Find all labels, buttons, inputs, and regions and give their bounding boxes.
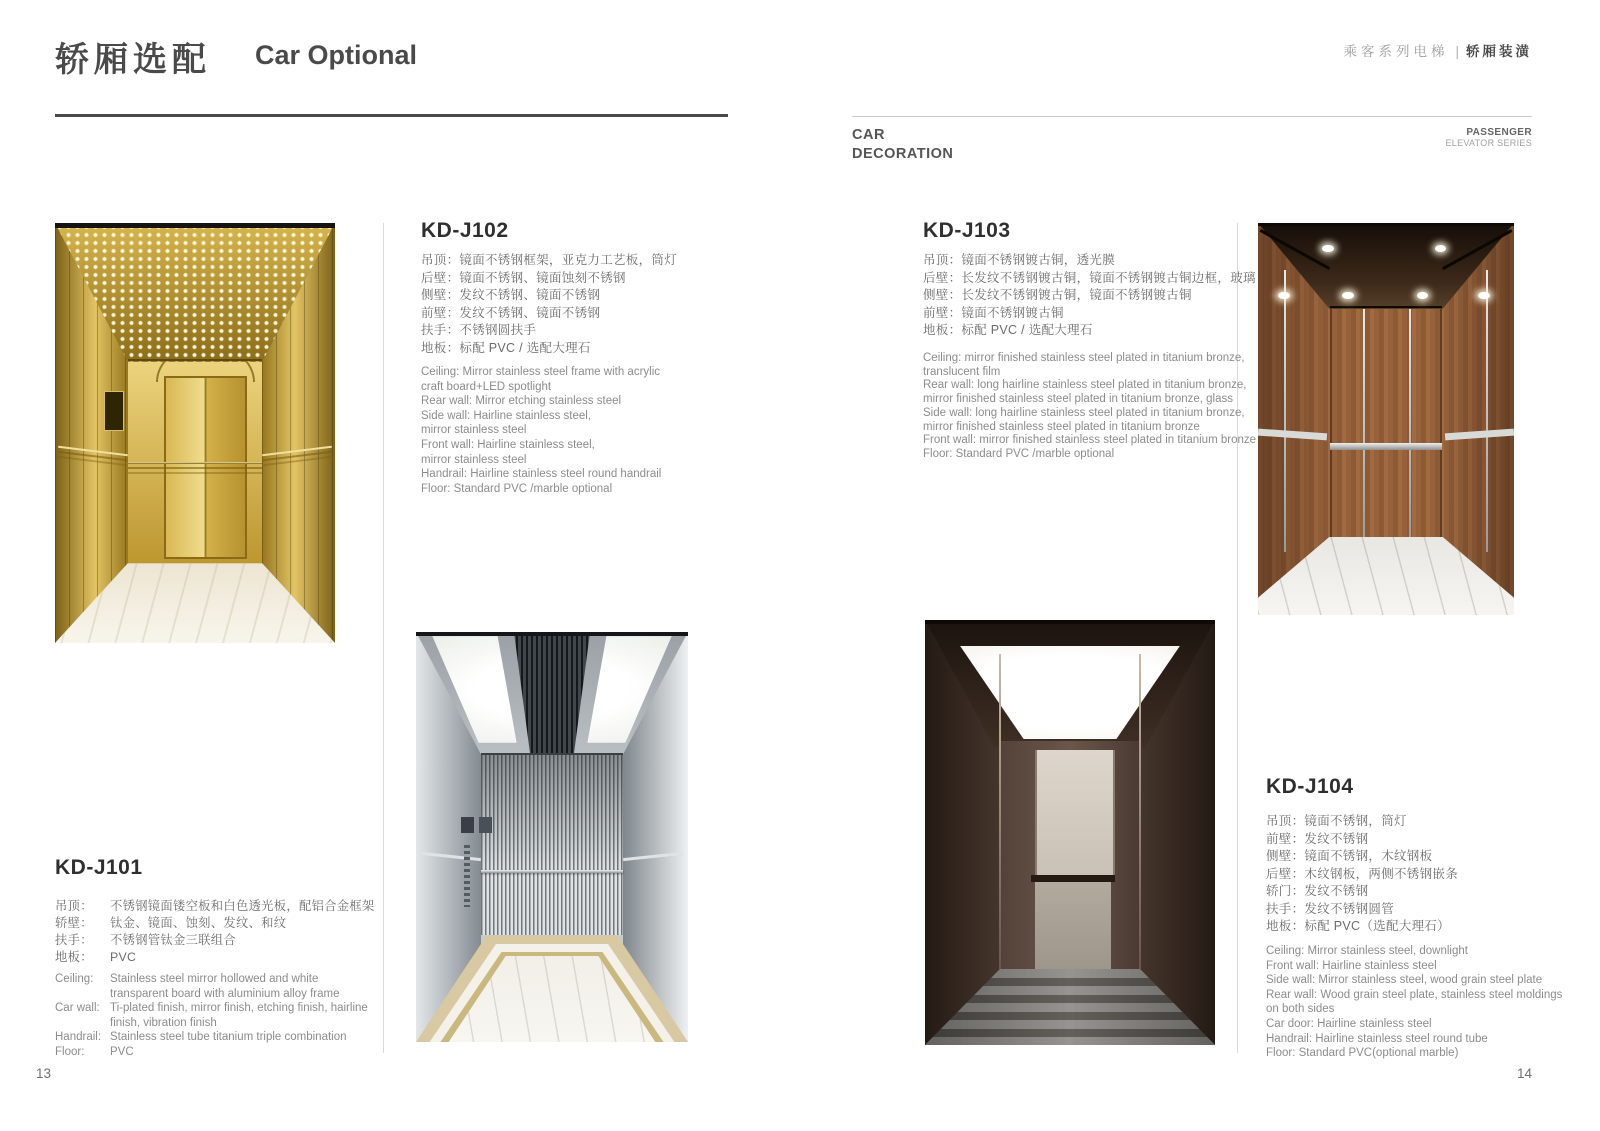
kd-j104-downlight (1342, 292, 1354, 299)
page-title-english: Car Optional (255, 40, 418, 70)
spec-line: Ceiling: mirror finished stainless steel plated in titanium bronze, (923, 352, 1245, 364)
spec-line: 扶手：发纹不锈钢圆管 (1266, 901, 1395, 916)
spec-line: Front wall: Hairline stainless steel, (421, 438, 595, 451)
spec-line: Ceiling: Mirror stainless steel frame with acrylic (421, 366, 661, 378)
kd-j102-button-strip (464, 845, 470, 907)
spec-row (55, 972, 378, 1001)
spec-line: Car door: Hairline stainless steel (1266, 1017, 1432, 1030)
spec-value: PVC (110, 1045, 134, 1058)
series-tag-bold: PASSENGER (1466, 127, 1532, 138)
spec-line: Floor: Standard PVC /marble optional (923, 447, 1115, 460)
spec-line: mirror stainless steel (421, 453, 527, 466)
spec-value: Ti-plated finish, mirror finish, etching finish, hairline finish, vibration finish (110, 1002, 368, 1029)
spec-line: Rear wall: Mirror etching stainless steel (421, 395, 622, 408)
spec-line: mirror finished stainless steel plated in titanium bronze, glass (923, 393, 1234, 406)
spec-row (55, 915, 378, 932)
breadcrumb-section: 轿厢装潢 (1466, 44, 1532, 59)
kd-j102-specs-en (421, 365, 661, 496)
spec-row (55, 1045, 378, 1060)
kd-j102-model: KD-J102 (421, 219, 509, 242)
spec-line: 地板：标配 PVC / 选配大理石 (421, 340, 591, 355)
kd-j101-handrail-back (128, 462, 262, 464)
spec-line: translucent film (923, 365, 1001, 378)
kd-j101-control-panel (104, 391, 124, 431)
kd-j104-steel-strip (1284, 270, 1286, 552)
spec-line: 侧壁：镜面不锈钢，木纹钢板 (1266, 849, 1433, 863)
kd-j104-model: KD-J104 (1266, 775, 1354, 798)
kd-j104-steel-strip (1409, 309, 1411, 544)
kd-j102-back-wall (481, 755, 622, 935)
kd-j104-frame (1258, 223, 1514, 226)
kd-j104-specs-cn (1266, 813, 1458, 936)
section-heading-line1: CAR (852, 127, 885, 143)
kd-j102-specs-cn (421, 252, 677, 357)
spec-line: Side wall: long hairline stainless steel plated in titanium bronze, (923, 406, 1245, 419)
spec-label: Ceiling: (55, 973, 94, 985)
spec-line: 吊顶：镜面不锈钢，筒灯 (1266, 814, 1407, 828)
kd-j101-frame (55, 223, 335, 228)
kd-j102-control-panel (461, 817, 475, 833)
kd-j101-ceiling-edge (128, 359, 262, 361)
column-divider-left (383, 223, 384, 1053)
spec-line: 地板：标配 PVC（选配大理石） (1266, 919, 1450, 933)
kd-j103-back-panel-upper (1035, 750, 1114, 875)
spec-label: Handrail: (55, 1031, 102, 1044)
spec-line: 吊顶：镜面不锈钢镀古铜，透光膜 (923, 253, 1116, 267)
spec-line: Front wall: mirror finished stainless steel plated in titanium bronze (923, 434, 1257, 447)
spec-line: Floor: Standard PVC(optional marble) (1266, 1047, 1459, 1060)
kd-j104-steel-strip (1363, 309, 1365, 544)
spec-line: Ceiling: Mirror stainless steel, downlight (1266, 945, 1468, 957)
spec-line: Side wall: Hairline stainless steel, (421, 409, 592, 422)
spec-line: Handrail: Hairline stainless steel round tube (1266, 1032, 1488, 1045)
spec-row (55, 949, 378, 966)
kd-j103-wall-edge-right (1139, 654, 1141, 969)
spec-value: 不锈钢镜面镂空板和白色透光板，配铝合金框架 (110, 899, 375, 913)
breadcrumb-divider: | (1455, 44, 1459, 59)
spec-value: Stainless steel tube titanium triple combination (110, 1031, 347, 1044)
spec-line: 前壁：发纹不锈钢 (1266, 831, 1369, 846)
spec-label: Floor: (55, 1045, 85, 1058)
kd-j104-ceiling-edge (1330, 306, 1443, 308)
spec-line: 侧壁：发纹不锈钢、镜面不锈钢 (421, 288, 601, 302)
title-underline (55, 114, 728, 117)
spec-line: 后壁：镜面不锈钢、镜面蚀刻不锈钢 (421, 270, 626, 285)
spec-label: 吊顶： (55, 899, 93, 913)
kd-j103-wall-edge-left (999, 654, 1001, 969)
spec-line: 后壁：长发纹不锈钢镀古铜，镜面不锈钢镀古铜边框，玻璃 (923, 270, 1256, 285)
spec-line: 吊顶：镜面不锈钢框架，亚克力工艺板，筒灯 (421, 253, 678, 267)
kd-j102-ceiling-edge (481, 753, 622, 755)
kd-j102-photo (416, 632, 688, 1042)
spec-line: Floor: Standard PVC /marble optional (421, 482, 613, 495)
kd-j103-specs-cn (923, 252, 1256, 340)
spec-line: 前壁：镜面不锈钢镀古铜 (923, 305, 1064, 320)
page-title-chinese: 轿厢选配 (55, 41, 211, 79)
column-divider-right (1237, 223, 1238, 1053)
spec-line: 后壁：木纹钢板，两侧不锈钢嵌条 (1266, 866, 1459, 881)
spec-line: Handrail: Hairline stainless steel round handrail (421, 468, 662, 481)
spec-row (55, 898, 378, 915)
header-rule (852, 116, 1532, 117)
spec-line: 前壁：发纹不锈钢、镜面不锈钢 (421, 305, 601, 320)
kd-j104-downlight (1278, 292, 1290, 299)
spec-line: mirror stainless steel (421, 424, 527, 437)
kd-j103-model: KD-J103 (923, 219, 1011, 242)
kd-j101-photo (55, 223, 335, 643)
kd-j104-specs-en (1266, 944, 1562, 1061)
spec-value: Stainless steel mirror hollowed and white transparent board with aluminium alloy frame (110, 973, 340, 1000)
spec-line: 轿门：发纹不锈钢 (1266, 884, 1369, 898)
kd-j104-downlight (1322, 245, 1334, 252)
spec-line: on both sides (1266, 1003, 1335, 1016)
kd-j102-display-panel (479, 817, 493, 833)
kd-j101-specs-en (55, 972, 378, 1060)
kd-j103-stone-floor (925, 969, 1215, 1046)
spec-line: Rear wall: long hairline stainless steel plated in titanium bronze, (923, 379, 1247, 392)
kd-j103-photo (925, 620, 1215, 1045)
series-tag (1232, 127, 1532, 148)
page-number-left: 13 (36, 1066, 52, 1081)
kd-j104-downlight (1478, 292, 1490, 299)
kd-j104-steel-strip (1486, 270, 1488, 552)
kd-j101-model: KD-J101 (55, 856, 143, 879)
spec-line: Side wall: Mirror stainless steel, wood grain steel plate (1266, 974, 1543, 987)
spec-value: 钛金、镜面、蚀刻、发纹、和纹 (110, 916, 287, 930)
spec-line: 侧壁：长发纹不锈钢镀古铜，镜面不锈钢镀古铜 (923, 288, 1192, 302)
kd-j101-specs-cn (55, 898, 378, 966)
series-tag-light: ELEVATOR SERIES (1445, 138, 1532, 148)
spec-line: 扶手：不锈钢圆扶手 (421, 323, 537, 337)
kd-j104-photo (1258, 223, 1514, 615)
spec-label: Car wall: (55, 1002, 100, 1015)
kd-j103-specs-en (923, 352, 1256, 462)
spec-line: craft board+LED spotlight (421, 380, 552, 393)
spec-row (55, 932, 378, 949)
breadcrumb (1100, 40, 1532, 60)
spec-label: 扶手： (55, 933, 93, 947)
kd-j104-corner-left (1330, 309, 1332, 544)
kd-j104-handrail-back (1330, 443, 1443, 450)
spec-label: 轿壁： (55, 916, 93, 930)
spec-row (55, 1001, 378, 1030)
kd-j103-handrail (1031, 875, 1115, 882)
spec-line: Front wall: Hairline stainless steel (1266, 959, 1437, 972)
spec-label: 地板： (55, 950, 93, 964)
kd-j103-back-panel-lower (1035, 881, 1110, 968)
spec-line: mirror finished stainless steel plated in titanium bronze (923, 420, 1200, 433)
spec-line: 地板：标配 PVC / 选配大理石 (923, 323, 1093, 337)
section-heading (852, 126, 953, 164)
kd-j104-corner-right (1440, 309, 1442, 544)
spec-row (55, 1030, 378, 1045)
kd-j101-door (164, 376, 246, 559)
spec-value: 不锈钢管钛金三联组合 (110, 933, 236, 947)
page-number-right: 14 (1516, 1066, 1532, 1081)
spec-value: PVC (110, 950, 137, 964)
kd-j102-frame (416, 632, 688, 636)
spec-line: Rear wall: Wood grain steel plate, stainless steel moldings (1266, 988, 1563, 1001)
section-heading-line2: DECORATION (852, 146, 954, 162)
kd-j103-frame (925, 620, 1215, 624)
breadcrumb-series: 乘客系列电梯 (1343, 44, 1449, 59)
kd-j102-handrail-back (481, 870, 622, 873)
